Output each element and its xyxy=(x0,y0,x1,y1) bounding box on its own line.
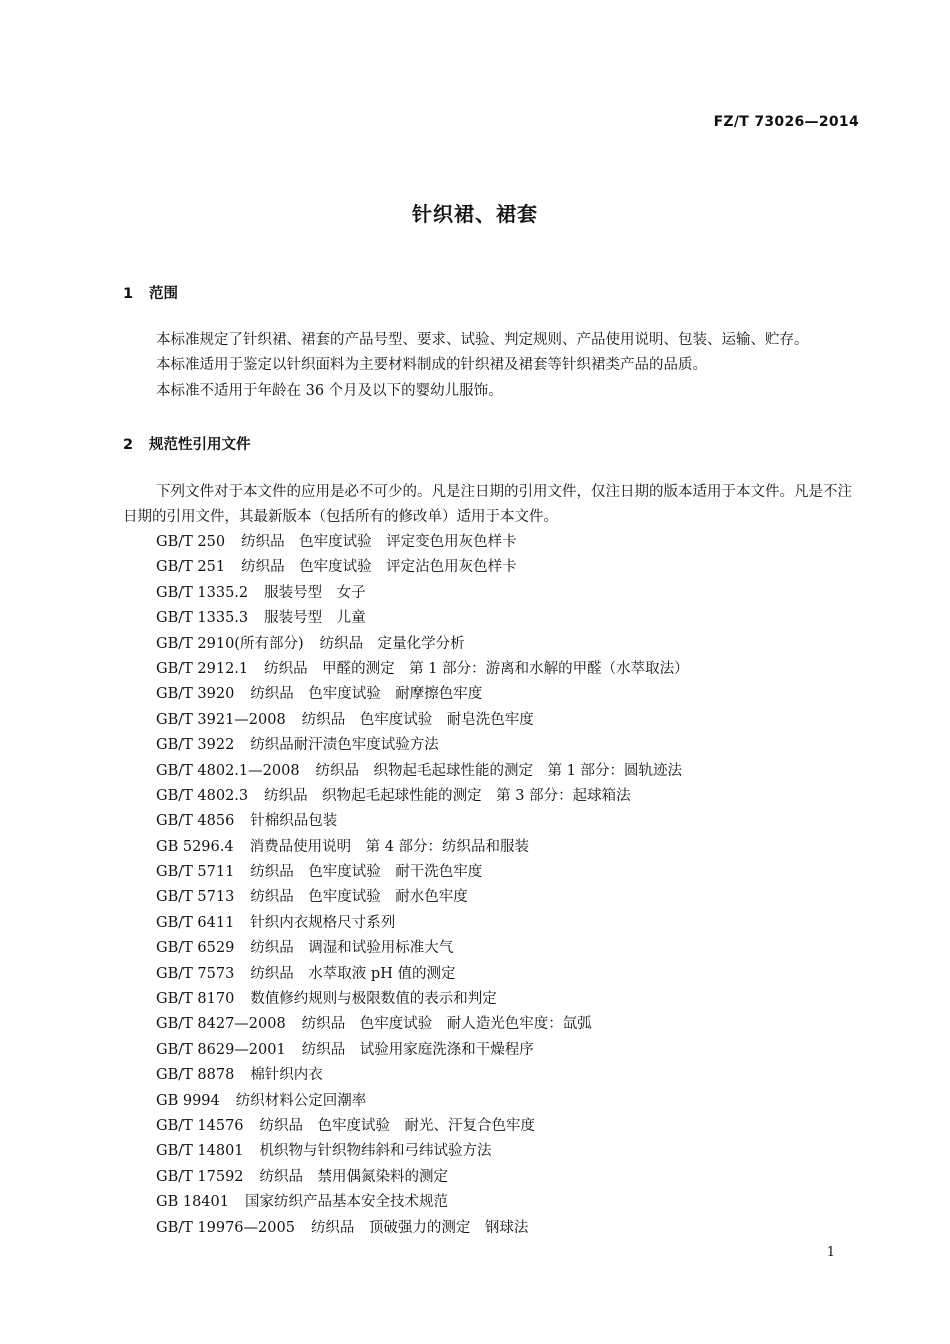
reference-title: 纺织品 定量化学分析 xyxy=(319,635,465,652)
reference-code: GB/T 4802.3 xyxy=(156,787,249,804)
reference-code: GB/T 4856 xyxy=(156,813,235,830)
reference-code: GB 9994 xyxy=(156,1092,220,1109)
reference-item xyxy=(156,682,689,707)
reference-item xyxy=(156,936,689,961)
reference-item xyxy=(156,1038,689,1063)
standard-number: FZ/T 73026—2014 xyxy=(713,114,859,130)
reference-item xyxy=(156,1012,689,1037)
reference-code: GB/T 6529 xyxy=(156,940,235,957)
reference-item xyxy=(156,555,689,580)
reference-item xyxy=(156,809,689,834)
reference-code: GB/T 5711 xyxy=(156,864,235,881)
paragraph: 本标准不适用于年龄在 36 个月及以下的婴幼儿服饰。 xyxy=(156,382,503,399)
reference-code: GB 5296.4 xyxy=(156,838,234,855)
reference-title: 数值修约规则与极限数值的表示和判定 xyxy=(250,991,497,1008)
reference-code: GB/T 8878 xyxy=(156,1067,235,1084)
reference-code: GB/T 1335.2 xyxy=(156,584,249,601)
section-title: 规范性引用文件 xyxy=(149,437,251,453)
reference-title: 国家纺织产品基本安全技术规范 xyxy=(244,1194,448,1211)
reference-item xyxy=(156,657,689,682)
reference-item xyxy=(156,733,689,758)
reference-item xyxy=(156,632,689,657)
reference-list xyxy=(156,530,689,1241)
reference-item xyxy=(156,759,689,784)
reference-item xyxy=(156,581,689,606)
reference-title: 纺织品 色牢度试验 耐摩擦色牢度 xyxy=(250,686,483,703)
reference-code: GB/T 8629—2001 xyxy=(156,1041,286,1058)
reference-code: GB/T 2910(所有部分) xyxy=(156,635,304,652)
reference-item xyxy=(156,1063,689,1088)
reference-title: 纺织品 色牢度试验 耐干洗色牢度 xyxy=(250,864,483,881)
section-2-body xyxy=(123,480,863,531)
reference-code: GB/T 14576 xyxy=(156,1117,244,1134)
reference-title: 纺织品 色牢度试验 耐光、汗复合色牢度 xyxy=(259,1117,536,1134)
reference-code: GB/T 1335.3 xyxy=(156,610,249,627)
reference-code: GB/T 19976—2005 xyxy=(156,1219,295,1236)
reference-code: GB/T 251 xyxy=(156,559,226,576)
reference-title: 纺织品 禁用偶氮染料的测定 xyxy=(259,1168,449,1185)
reference-code: GB/T 2912.1 xyxy=(156,660,249,677)
reference-title: 纺织品 色牢度试验 评定沾色用灰色样卡 xyxy=(241,559,517,576)
reference-item xyxy=(156,1190,689,1215)
section-number: 1 xyxy=(123,286,134,302)
reference-item xyxy=(156,606,689,631)
reference-code: GB/T 4802.1—2008 xyxy=(156,762,300,779)
reference-item xyxy=(156,1165,689,1190)
reference-title: 纺织品 顶破强力的测定 钢球法 xyxy=(310,1219,529,1236)
section-1-heading xyxy=(123,282,178,303)
reference-item xyxy=(156,860,689,885)
reference-item xyxy=(156,1114,689,1139)
reference-code: GB/T 17592 xyxy=(156,1168,244,1185)
reference-title: 纺织品 色牢度试验 耐水色牢度 xyxy=(250,889,468,906)
reference-code: GB/T 7573 xyxy=(156,965,235,982)
document-title: 针织裙、裙套 xyxy=(412,202,538,226)
reference-item xyxy=(156,708,689,733)
reference-code: GB/T 6411 xyxy=(156,914,235,931)
reference-code: GB/T 3921—2008 xyxy=(156,711,286,728)
reference-title: 纺织品 水萃取液 pH 值的测定 xyxy=(250,965,456,982)
reference-title: 纺织品 色牢度试验 评定变色用灰色样卡 xyxy=(241,534,517,550)
reference-code: GB/T 14801 xyxy=(156,1143,244,1160)
reference-title: 纺织品 调湿和试验用标准大气 xyxy=(250,940,454,957)
paragraph: 下列文件对于本文件的应用是必不可少的。凡是注日期的引用文件，仅注日期的版本适用于本文件。凡是不注日期的引用文件，其最新版本（包括所有的修改单）适用于本文件。 xyxy=(123,484,852,526)
reference-item xyxy=(156,987,689,1012)
reference-code: GB/T 250 xyxy=(156,534,226,550)
paragraph: 本标准规定了针织裙、裙套的产品号型、要求、试验、判定规则、产品使用说明、包装、运输、贮存。 xyxy=(156,332,809,348)
reference-title: 针棉织品包装 xyxy=(250,813,338,830)
section-number: 2 xyxy=(123,437,134,453)
reference-item xyxy=(156,962,689,987)
reference-title: 纺织品 试验用家庭洗涤和干燥程序 xyxy=(301,1041,534,1058)
reference-title: 纺织品 织物起毛起球性能的测定 第 3 部分：起球箱法 xyxy=(264,787,631,804)
reference-code: GB/T 8170 xyxy=(156,991,235,1008)
reference-title: 服装号型 儿童 xyxy=(264,610,366,627)
reference-title: 纺织品 色牢度试验 耐皂洗色牢度 xyxy=(301,711,534,728)
reference-title: 机织物与针织物纬斜和弓纬试验方法 xyxy=(259,1143,492,1160)
reference-item xyxy=(156,911,689,936)
reference-item xyxy=(156,1139,689,1164)
reference-item xyxy=(156,530,689,555)
paragraph: 本标准适用于鉴定以针织面料为主要材料制成的针织裙及裙套等针织裙类产品的品质。 xyxy=(156,357,707,374)
reference-code: GB/T 5713 xyxy=(156,889,235,906)
reference-title: 服装号型 女子 xyxy=(264,584,366,601)
reference-title: 纺织材料公定回潮率 xyxy=(235,1092,367,1109)
reference-item xyxy=(156,784,689,809)
page-number: 1 xyxy=(826,1245,835,1260)
reference-title: 棉针织内衣 xyxy=(250,1067,323,1084)
reference-title: 针织内衣规格尺寸系列 xyxy=(250,914,396,931)
reference-item xyxy=(156,835,689,860)
section-1-body xyxy=(123,328,863,404)
reference-title: 消费品使用说明 第 4 部分：纺织品和服装 xyxy=(249,838,530,855)
reference-title: 纺织品 色牢度试验 耐人造光色牢度：氙弧 xyxy=(301,1016,592,1033)
reference-title: 纺织品耐汗渍色牢度试验方法 xyxy=(250,737,439,754)
reference-item xyxy=(156,885,689,910)
section-2-heading xyxy=(123,433,251,454)
reference-code: GB/T 8427—2008 xyxy=(156,1016,286,1033)
reference-item xyxy=(156,1216,689,1241)
reference-code: GB 18401 xyxy=(156,1194,229,1211)
section-title: 范围 xyxy=(149,286,178,302)
reference-item xyxy=(156,1089,689,1114)
reference-title: 纺织品 甲醛的测定 第 1 部分：游离和水解的甲醛（水萃取法） xyxy=(264,660,689,677)
reference-title: 纺织品 织物起毛起球性能的测定 第 1 部分：圆轨迹法 xyxy=(315,762,682,779)
reference-code: GB/T 3920 xyxy=(156,686,235,703)
reference-code: GB/T 3922 xyxy=(156,737,235,754)
